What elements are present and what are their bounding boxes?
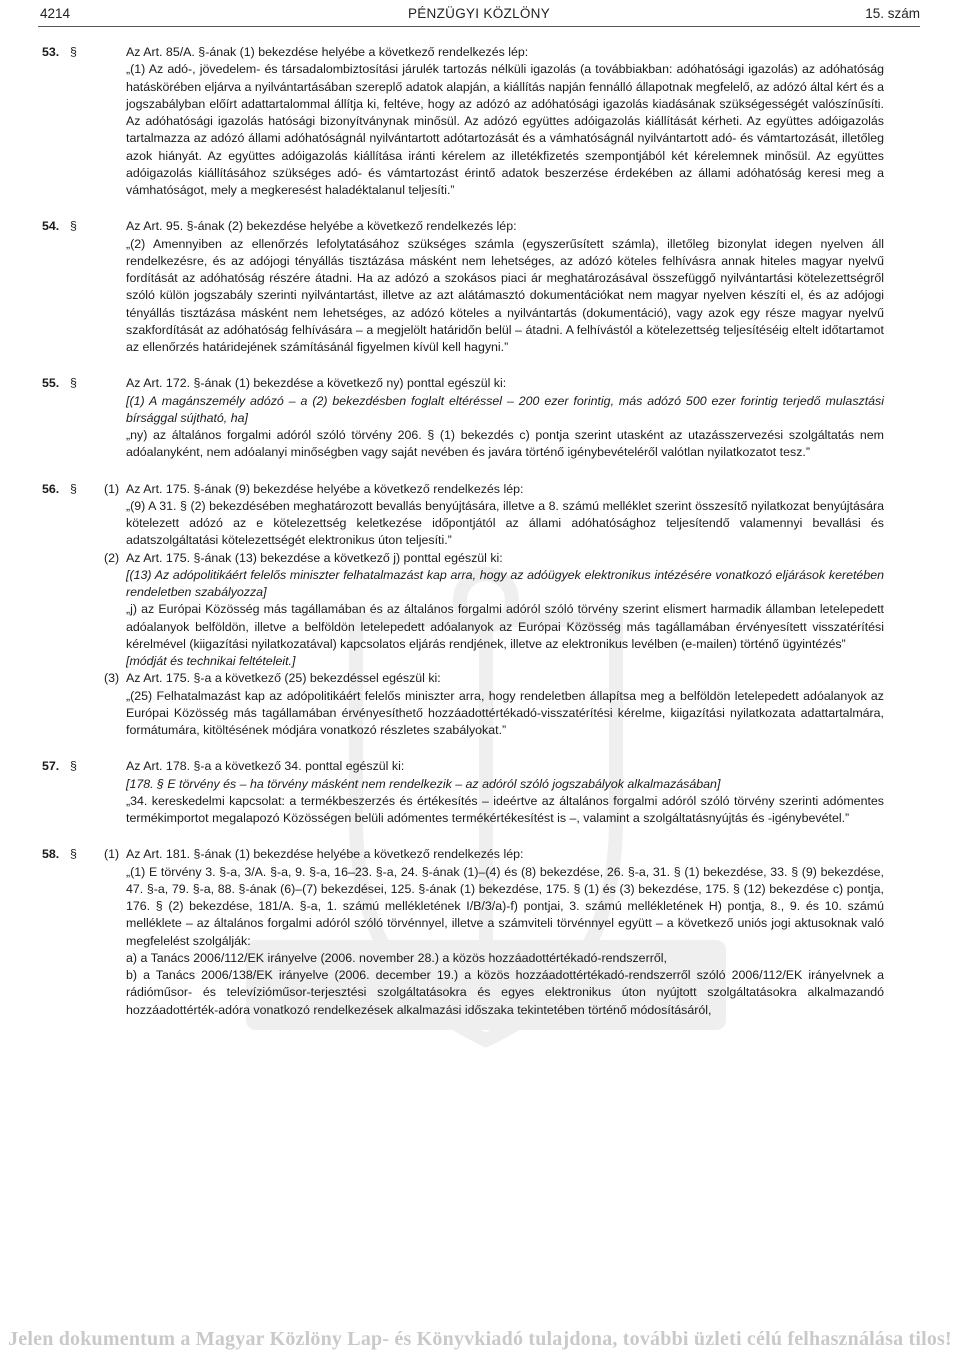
original-context: [178. § E törvény és – ha törvény másként nem rendelkezik – az adóról szóló jogszabályok alkalmazásában] <box>126 776 721 791</box>
subsection <box>42 481 884 550</box>
section-body <box>126 44 884 199</box>
original-context: [(1) A magánszemély adózó – a (2) bekezdésben foglalt eltéréssel – 200 ezer forintig, más adózó 500 ezer forintig terjedő mulasztási bírsággal sújtható, ha] <box>126 393 884 425</box>
amendment-intro: Az Art. 175. §-ának (13) bekezdése a következő j) ponttal egészül ki: <box>126 550 503 565</box>
section-body <box>126 375 884 461</box>
section-number: 58. <box>42 847 60 862</box>
journal-title: PÉNZÜGYI KÖZLÖNY <box>407 6 551 21</box>
amendment-text: „(25) Felhatalmazást kap az adópolitikáért felelős miniszter arra, hogy rendeletben állapítsa meg a belföldön letelepedett adóalanyok az Európai Közösség más tagállamában érvényesíthető hozzáadottértékadó-visszatérítési kérelme, kiigazítási nyilatkozata adattartalmára, formátumára, kitöltésének módjára vonatkozó részletes szabályokat.” <box>126 688 884 737</box>
subsection <box>42 846 884 1019</box>
amendment-intro: Az Art. 172. §-ának (1) bekezdése a következő ny) ponttal egészül ki: <box>126 376 507 391</box>
header-rule <box>38 26 920 27</box>
amendment-intro: Az Art. 85/A. §-ának (1) bekezdése helyébe a következő rendelkezés lép: <box>126 45 529 59</box>
amendment-intro: Az Art. 175. §-a a következő (25) bekezdéssel egészül ki: <box>126 671 441 686</box>
subsection-label: (1) <box>104 481 120 496</box>
amendment-text: „(1) Az adó-, jövedelem- és társadalombiztosítási járulék tartozás nélküli igazolás (a továbbiakban: adóhatósági igazolás) az adóhatóság hatáskörében eljárva a nyilvántartásában szereplő adatok alapján, a kiállítás napján fennálló állapotnak megfelelő, az adózó által kért és a jogszabályban előírt adattartalommal állítja ki, feltéve, hogy az adózó az adóhatósági igazolás kiadásának szükségességét valószínűsíti. Az adóhatósági igazolás hatósági bizonyítványnak minősül. Az adózó együttes adóigazolás kiállítását kérheti. Az együttes adóigazolás tartalmazza az adózó állami adóhatóságnál nyilvántartott adótartozását és a vámhatóságnál nyilvántartott adó- és vámtartozását, illetőleg azok hiányát. Az együttes adóigazolás kiállítása iránti kérelem az illetékfizetés szempontjából két kérelemnek minősül. Az együttes adóigazolás kiállításához szükséges adó- és vámtartozást érintő adatok beszerzése érdekében az állami adóhatóság keresi meg a vámhatóságot, mely a megkeresést haladéktalanul teljesíti.” <box>126 62 884 197</box>
amendment-text: „34. kereskedelmi kapcsolat: a termékbeszerzés és értékesítés – ideértve az általános forgalmi adóról szóló törvény szerinti adómentes termékimportot megalapozó Közösségen belüli adómentes termékértékesítést is –, valamint a szolgáltatásnyújtás és -igénybevétel.” <box>126 793 884 825</box>
original-context: [módját és technikai feltételeit.] <box>126 654 296 668</box>
section-number: 55. <box>42 376 60 391</box>
section-body <box>126 758 884 827</box>
section-mark: § <box>70 847 77 862</box>
section-mark: § <box>70 481 77 496</box>
amendment-text: a) a Tanács 2006/112/EK irányelve (2006. november 28.) a közös hozzáadottértékadó-rendszerről, <box>126 950 667 965</box>
subsection-label: (2) <box>104 550 120 565</box>
section-number: 54. <box>42 219 60 234</box>
section-53 <box>42 44 884 199</box>
section-58 <box>42 846 884 1019</box>
amendment-intro: Az Art. 178. §-a a következő 34. ponttal egészül ki: <box>126 759 405 774</box>
amendment-text: „(1) E törvény 3. §-a, 3/A. §-a, 9. §-a, 16–23. §-a, 24. §-ának (1)–(4) és (8) bekezdése, 26. §-a, 31. § (1) bekezdése, 33. § (9) bekezdése, 47. §-a, 79. §-a, 88. §-ának (6)–(7) bekezdései, 125. §-ának (1) bekezdése, 175. § (1) és (3) bekezdése, 175. § (12) bekezdése c) pontja, 176. § (2) bekezdése, 181/A. §-a, 1. számú mellékletének I/B/3/a)-f) pontjai, 3. számú mellékletének H) pontja, 8., 9. és 10. számú melléklete – az általános forgalmi adóról szóló törvénnyel, illetve a számviteli törvénnyel együtt – a következő uniós jogi aktusoknak való megfelelést szolgálják: <box>126 864 884 948</box>
section-mark: § <box>70 45 77 59</box>
section-number: 56. <box>42 481 60 496</box>
subsection-body <box>126 550 884 671</box>
document-body <box>42 44 884 1038</box>
section-number: 57. <box>42 759 60 774</box>
subsection-body <box>126 670 884 739</box>
subsection-label: (3) <box>104 671 120 686</box>
amendment-text: b) a Tanács 2006/138/EK irányelve (2006. december 19.) a közös hozzáadottértékadó-rendszerről szóló 2006/112/EK irányelvnek a rádióműsor- és televízióműsor-terjesztési szolgáltatásokra és egyes elektronikus úton nyújtott szolgáltatásokra alkalmazandó hozzáadottérték-adóra vonatkozó rendelkezések alkalmazási időszaka tekintetében történő módosításáról, <box>126 968 884 1017</box>
section-57 <box>42 758 884 827</box>
section-55 <box>42 375 884 461</box>
amendment-text: „(2) Amennyiben az ellenőrzés lefolytatásához szükséges számla (egyszerűsített számla), illetőleg bizonylat idegen nyelven áll rendelkezésre, és az adójogi tényállás tisztázása másként nem lehetséges, az adózó köteles felhívásra annak hiteles magyar nyelvű fordítását az adóhatóság részére átadni. Ha az adózó a szokásos piaci ár meghatározásával összefüggő nyilvántartási kötelezettségről szóló külön jogszabály szerinti nyilvántartást, illetve az azt alátámasztó dokumentációkat nem magyar nyelven készíti el, és az adójogi tényállás tisztázása másként nem lehetséges, az adózó köteles a nyilvántartás (dokumentáció), vagy azok egy része magyar nyelvű szakfordítását az adóhatóság felhívására – a megjelölt határidőn belül – átadni. A felhívástól a kötelezettség teljesítéséig eltelt időtartamot az ellenőrzés határidejének számításánál figyelmen kívül kell hagyni.” <box>126 236 884 354</box>
page-number: 4214 <box>40 6 71 21</box>
amendment-text: „j) az Európai Közösség más tagállamában és az általános forgalmi adóról szóló törvény szerint elismert harmadik államban letelepedett adóalanyok belföldön, illetve a belföldön letelepedett adóalanyok az Európai Közösség más tagállamában érvényesített visszatérítési kérelmével (kiigazítási nyilatkozatával) kapcsolatos eljárás rendjének, illetve az elektronikus levélben (e-mailen) történő ügyintézés” <box>126 602 884 651</box>
section-56 <box>42 481 884 740</box>
amendment-intro: Az Art. 181. §-ának (1) bekezdése helyébe a következő rendelkezés lép: <box>126 847 524 862</box>
amendment-text: „ny) az általános forgalmi adóról szóló törvény 206. § (1) bekezdés c) pontja szerint utasként az utazásszervezési szolgáltatás nem adóalanyként, nem adóalanyi minőségben vagy saját nevében és javára történő igénybevételéről valótlan nyilatkozatot tesz.” <box>126 428 884 460</box>
subsection <box>42 550 884 671</box>
section-mark: § <box>70 759 77 774</box>
amendment-intro: Az Art. 175. §-ának (9) bekezdése helyébe a következő rendelkezés lép: <box>126 481 524 496</box>
subsection-body <box>126 846 884 1019</box>
subsection-body <box>126 481 884 550</box>
page-header <box>38 6 920 28</box>
section-number: 53. <box>42 45 60 59</box>
section-body <box>126 218 884 356</box>
section-mark: § <box>70 376 77 391</box>
amendment-text: „(9) A 31. § (2) bekezdésében meghatározott bevallás benyújtására, illetve a 8. számú melléklet szerint összesítő nyilatkozat benyújtására kötelezett adózó az e kötelezettség keletkezése időpontjától az állami adóhatósághoz teljesítendő valamennyi bevallási és adatszolgáltatási kötelezettségét elektronikus úton teljesíti.” <box>126 498 884 548</box>
section-mark: § <box>70 219 77 234</box>
issue-number: 15. szám <box>865 6 920 21</box>
subsection-label: (1) <box>104 847 120 862</box>
subsection <box>42 670 884 739</box>
copyright-notice: Jelen dokumentum a Magyar Közlöny Lap- és Könyvkiadó tulajdona, további üzleti célú felhasználása tilos! <box>8 1328 952 1350</box>
original-context: [(13) Az adópolitikáért felelős miniszter felhatalmazást kap arra, hogy az adóügyek elektronikus intézésére vonatkozó eljárások keretében rendeletben szabályozza] <box>126 567 884 599</box>
section-54 <box>42 218 884 356</box>
amendment-intro: Az Art. 95. §-ának (2) bekezdése helyébe a következő rendelkezés lép: <box>126 219 517 234</box>
